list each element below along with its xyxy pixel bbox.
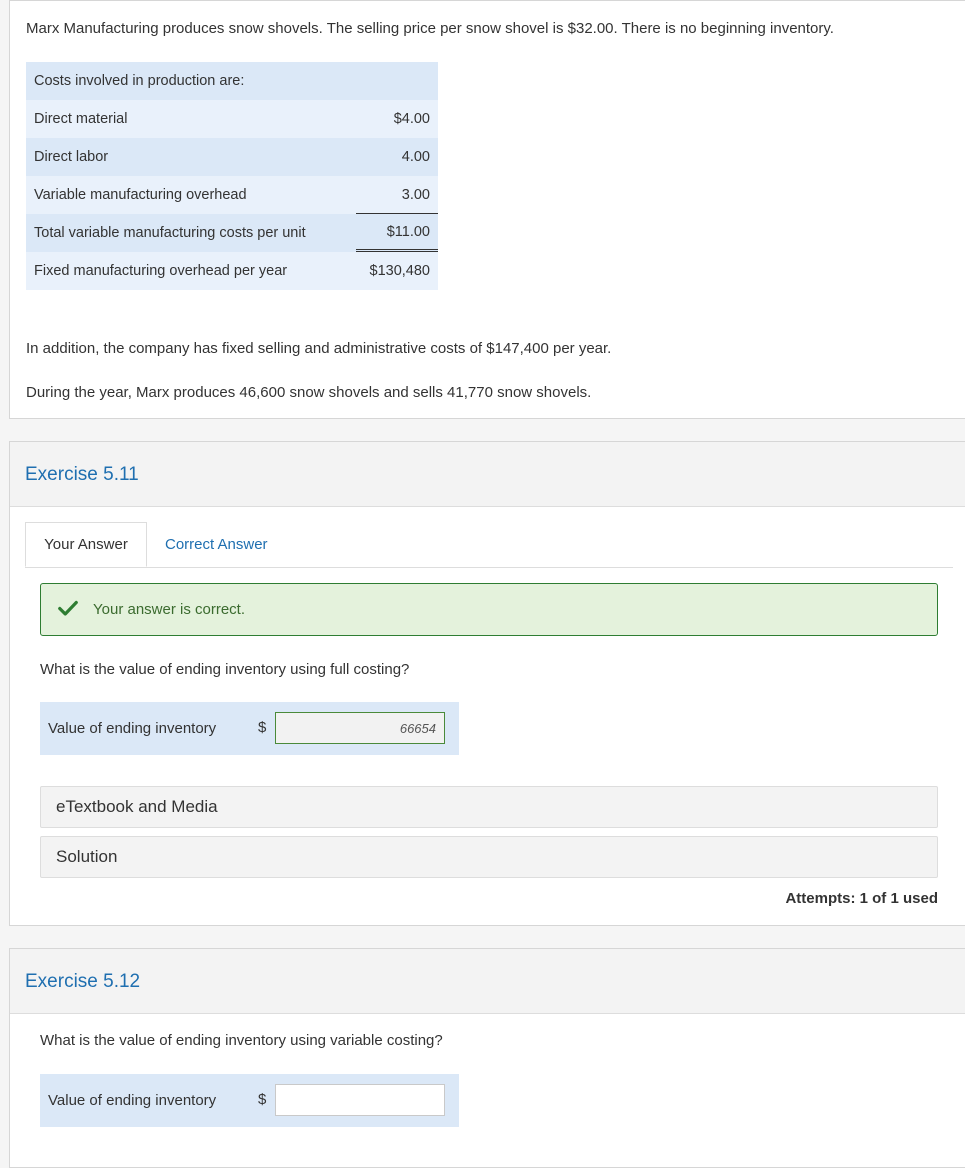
exercise-5-11-panel bbox=[9, 441, 965, 926]
answer-label: Value of ending inventory bbox=[48, 1092, 217, 1109]
cost-row-label: Direct labor bbox=[34, 149, 109, 165]
exercise-5-12-panel bbox=[9, 948, 965, 1168]
cost-row-label: Direct material bbox=[34, 111, 128, 127]
correct-feedback-box bbox=[40, 583, 938, 636]
cost-row-label: Variable manufacturing overhead bbox=[34, 187, 247, 203]
answer-label: Value of ending inventory bbox=[48, 720, 217, 737]
correct-message: Your answer is correct. bbox=[93, 601, 246, 618]
cost-row-label: Total variable manufacturing costs per unit bbox=[34, 225, 306, 241]
cost-row-direct-material bbox=[26, 100, 438, 138]
addition-text: In addition, the company has fixed selling and administrative costs of $147,400 per year. bbox=[26, 340, 612, 357]
etextbook-media-button[interactable]: eTextbook and Media bbox=[40, 786, 938, 828]
ending-inventory-input[interactable] bbox=[275, 712, 445, 744]
cost-table-header-label: Costs involved in production are: bbox=[34, 73, 245, 89]
solution-button[interactable]: Solution bbox=[40, 836, 938, 878]
ending-inventory-input[interactable] bbox=[275, 1084, 445, 1116]
answer-row bbox=[40, 1074, 459, 1127]
cost-table-header bbox=[26, 62, 438, 100]
problem-text: Marx Manufacturing produces snow shovels. The selling price per snow shovel is $32.00. There is no beginning inventory. bbox=[26, 20, 834, 37]
tab-correct-answer[interactable]: Correct Answer bbox=[165, 535, 268, 553]
cost-row-direct-labor bbox=[26, 138, 438, 176]
cost-row-total-variable bbox=[26, 214, 438, 252]
check-icon bbox=[57, 597, 79, 619]
cost-row-label: Fixed manufacturing overhead per year bbox=[34, 263, 288, 279]
question-text: What is the value of ending inventory using full costing? bbox=[40, 661, 410, 678]
attempts-counter: Attempts: 1 of 1 used bbox=[785, 890, 938, 907]
cost-row-value: $130,480 bbox=[369, 263, 430, 279]
exercise-header bbox=[10, 949, 965, 1014]
question-text: What is the value of ending inventory using variable costing? bbox=[40, 1032, 443, 1049]
cost-row-value: 4.00 bbox=[401, 149, 430, 165]
exercise-title: Exercise 5.11 bbox=[25, 464, 139, 485]
currency-symbol: $ bbox=[258, 719, 267, 736]
exercise-header bbox=[10, 442, 965, 507]
problem-panel bbox=[9, 0, 965, 419]
cost-row-variable-overhead bbox=[26, 176, 438, 214]
answer-row bbox=[40, 702, 459, 755]
tab-your-answer[interactable]: Your Answer bbox=[25, 522, 147, 567]
answer-tabs bbox=[25, 522, 953, 568]
cost-row-fixed-overhead bbox=[26, 252, 438, 290]
exercise-title: Exercise 5.12 bbox=[25, 971, 141, 992]
currency-symbol: $ bbox=[258, 1091, 267, 1108]
production-text: During the year, Marx produces 46,600 snow shovels and sells 41,770 snow shovels. bbox=[26, 384, 592, 401]
cost-row-value: $4.00 bbox=[393, 111, 430, 127]
cost-table bbox=[26, 62, 438, 290]
cost-row-value: $11.00 bbox=[356, 214, 438, 252]
cost-row-value: 3.00 bbox=[356, 176, 438, 214]
